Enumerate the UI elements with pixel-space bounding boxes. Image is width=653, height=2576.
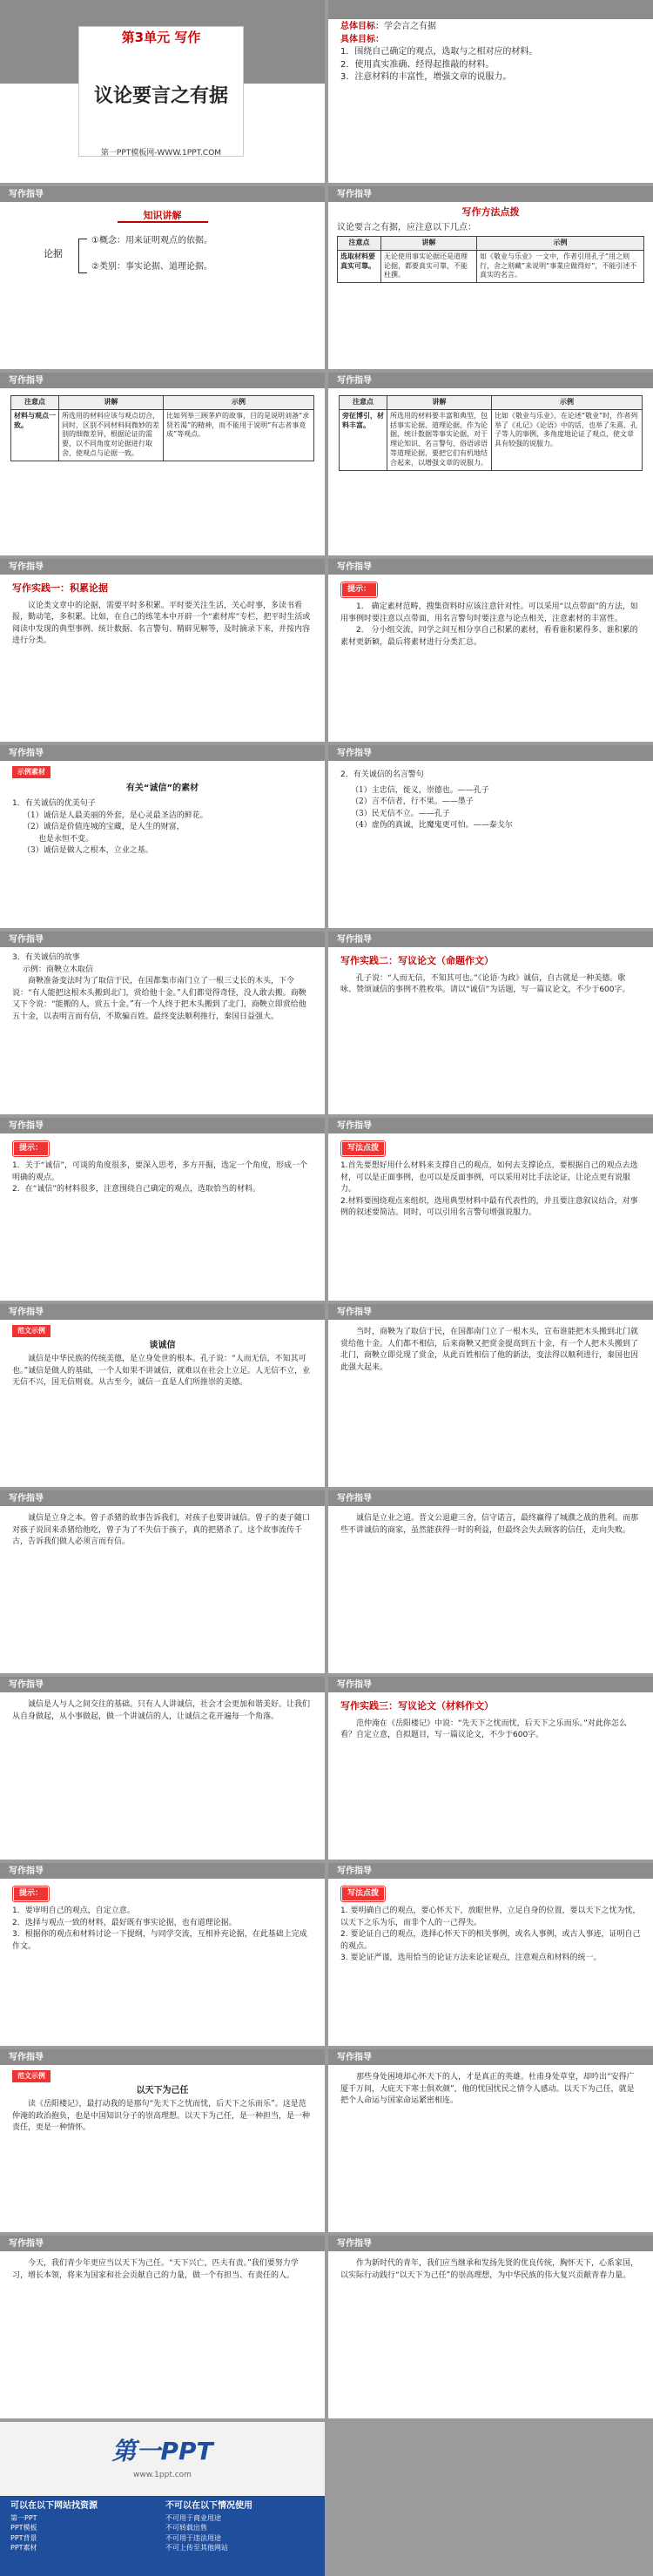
slide-table-2	[0, 373, 325, 555]
material-sub: 2．有关诚信的名言警句	[340, 770, 424, 779]
practice-text: 议论类文章中的论据，需要平时多积累。平时要关注生活，关心时事，多读书看报，勤动笔，多积累。比如，在自己的练笔本中开辟一个“素材库”专栏，把平时生活或阅读中发现的典型事例、统计数据、名言警句、精辟见解等，及时摘录下来，并按内容进行分类。	[12, 601, 311, 646]
slide-header: 写作指导	[0, 745, 325, 761]
ad-right-item: 不可用于商业用途	[165, 2513, 221, 2522]
slide-header: 写作指导	[328, 1490, 653, 1506]
goal-item: 1．围绕自己确定的观点，选取与之相对应的材料。	[340, 47, 538, 57]
essay-text: 诚信是立业之道。晋文公退避三舍，信守诺言，最终赢得了城濮之战的胜利。而那些不讲诚信的商家，虽然能获得一时的利益，但最终会失去顾客的信任，走向失败。	[340, 1514, 639, 1535]
example-tag: 范文示例	[12, 1325, 50, 1337]
table-header: 注意点	[11, 396, 59, 410]
material-item: 也是永恒不变。	[23, 834, 94, 844]
slide-table-3	[328, 373, 653, 555]
slide-header: 写作指导	[0, 932, 325, 947]
section-title: 知识讲解	[118, 210, 208, 223]
slide-hint-1	[328, 559, 653, 742]
ad-left-item[interactable]: PPT素材	[10, 2544, 37, 2552]
ad-left-item[interactable]: PPT背景	[10, 2533, 37, 2542]
ad-left-title: 可以在以下网站找资源	[10, 2501, 98, 2511]
table-header: 讲解	[387, 396, 492, 410]
slide-practice-1	[0, 559, 325, 742]
slide-header: 写作指导	[328, 2049, 653, 2065]
story-sub: 3．有关诚信的故事	[12, 953, 80, 962]
ad-left-item[interactable]: PPT模板	[10, 2524, 37, 2532]
ad-right-title: 不可以在以下情况使用	[165, 2501, 252, 2511]
practice-title: 写作实践二：写议论文（命题作文）	[340, 955, 494, 966]
essay-text: 诚信是中华民族的传统美德，是立身处世的根本。孔子说：“人而无信，不知其可也。”诚信是做人的基础，一个人如果不讲诚信，就难以在社会上立足。人无信不立，业无信不兴，国无信则衰。从古至今，诚信一直是人们所推崇的美德。	[12, 1355, 311, 1387]
slide-practice-2	[328, 932, 653, 1114]
slide-header: 写作指导	[328, 559, 653, 575]
tips-item: 2. 要论证自己的观点，选择心怀天下的相关事例，或名人事例，或古人事迹，证明自己的观点。	[340, 1930, 641, 1951]
method-table	[337, 236, 644, 283]
essay-text: 今天，我们青少年更应当以天下为己任。“天下兴亡，匹夫有责。”我们要努力学习，增长本领，将来为国家和社会贡献自己的力量，做一个有担当、有责任的人。	[12, 2259, 299, 2280]
material-item: （2）诚信是价值连城的宝藏，是人生的财富，	[23, 823, 185, 831]
essay-title: 谈诚信	[149, 1340, 176, 1350]
example-tag: 示例素材	[12, 766, 50, 778]
essay-text: 作为新时代的青年，我们应当继承和发扬先贤的优良传统，胸怀天下，心系家国，以实际行动践行“以天下为己任”的崇高理想，为中华民族的伟大复兴贡献青春力量。	[340, 2259, 639, 2280]
slide-header: 写作指导	[0, 2236, 325, 2251]
table-cell: 材料与观点一致。	[11, 409, 59, 461]
example-tag: 范文示例	[12, 2070, 50, 2082]
table-cell: 如《敬业与乐业》一文中，作者引用孔子“用之则行，舍之则藏”来说明“事業应做得好”，不能引述不真实的名言。	[477, 250, 644, 282]
slide-essay-2	[328, 1304, 653, 1487]
slide-practice-3	[328, 1677, 653, 1860]
table-header: 讲解	[381, 237, 477, 251]
essay-title: 以天下为己任	[136, 2085, 189, 2095]
slide-hint-3	[0, 1863, 325, 2046]
essay-text: 诚信是立身之本。曾子杀猪的故事告诉我们，对孩子也要讲诚信。曾子的妻子随口对孩子说回来杀猪给他吃，曾子为了不失信于孩子，真的把猪杀了。这个故事流传千古，告诉我们做人必须言而有信。	[12, 1514, 311, 1546]
quote-item: （1）主忠信，徙义，崇德也。——孔子	[351, 785, 489, 795]
material-title: 有关“诚信”的素材	[125, 783, 199, 793]
table-cell: 旁征博引，材料丰富。	[340, 409, 387, 470]
unit-label: 第3单元 写作	[121, 30, 201, 45]
ad-right-item: 不可用于违法用途	[165, 2533, 221, 2542]
slide-header: 写作指导	[328, 1677, 653, 1692]
brand-logo: 第一PPT	[111, 2437, 213, 2465]
practice-text: 范仲淹在《岳阳楼记》中说：“先天下之忧而忧，后天下之乐而乐。”对此你怎么看？自定立意，自拟题目，写一篇议论文，不少于600字。	[340, 1718, 627, 1740]
slide-header: 写作指导	[0, 186, 325, 202]
tips-label: 写法点拨	[342, 1887, 384, 1900]
essay-text: 当时，商鞅为了取信于民，在国都南门立了一根木头，宣布谁能把木头搬到北门就赏给他十金。人们都不相信，后来商鞅又把赏金提高到五十金，有一个人把木头搬到了北门，商鞅立即兑现了赏金，从此百姓相信了他的新法，变法得以顺利进行，秦国也因此强大起来。	[340, 1328, 639, 1372]
slide-header: 写作指导	[0, 1863, 325, 1879]
hint-label: 提示：	[342, 583, 376, 596]
goal-title: 具体目标：	[340, 34, 384, 44]
quote-item: （3）民无信不立。——孔子	[351, 809, 450, 818]
slide-material-1	[0, 745, 325, 928]
method-table	[339, 395, 643, 471]
practice-title: 写作实践三：写议论文（材料作文）	[340, 1700, 494, 1712]
slide-header: 写作指导	[328, 932, 653, 947]
essay-text: 读《岳阳楼记》，最打动我的是那句“先天下之忧而忧，后天下之乐而乐”。这是范仲淹的政治抱负，也是中国知识分子的崇高理想。以天下为己任，是一种担当，是一种责任，更是一种情怀。	[12, 2100, 311, 2132]
hint-item: 1．关于“诚信”，可谈的角度很多，要深入思考，多方开掘，选定一个角度，形成一个明确的观点。	[12, 1161, 308, 1182]
table-header: 示例	[477, 237, 644, 251]
slide-hint-2	[0, 1118, 325, 1301]
hint-item: 3．根据你的观点和材料讨论一下提纲，与同学交流，互相补充论据，在此基础上完成作文。	[12, 1930, 307, 1951]
knowledge-item: ②类别：事实论据、道理论据。	[91, 262, 212, 272]
material-item: （1）诚信是人最美丽的外套，是心灵最圣洁的鲜花。	[23, 810, 208, 820]
hint-label: 提示：	[14, 1887, 48, 1900]
goal-text: 学会言之有据	[384, 22, 436, 31]
goal-label: 总体目标：	[340, 22, 384, 31]
ad-right-item: 不可转载出售	[165, 2524, 207, 2532]
material-sub: 1．有关诚信的优美句子	[12, 799, 96, 808]
hint-item: 1．要审明自己的观点，自定立意。	[12, 1907, 135, 1916]
slide-header: 写作指导	[328, 373, 653, 388]
material-item: （3）诚信是做人之根本，立业之基。	[23, 846, 153, 855]
goal-item: 3．注意材料的丰富性，增强文章的说服力。	[340, 72, 512, 82]
tips-item: 1.首先要想好用什么材料来支撑自己的观点，如何去支撑论点，要根据自己的观点去选材，可以是正面事例，也可以是反面事例，可以采用对比手法论证，让论点更有说服力。	[340, 1161, 638, 1194]
slide-title	[0, 0, 325, 183]
slide-material-2	[328, 745, 653, 928]
site-label: 第一PPT模板网-WWW.1PPT.COM	[100, 149, 222, 158]
table-cell: 选取材料要真实可靠。	[338, 250, 381, 282]
slide-essay-8	[0, 2236, 325, 2418]
section-title: 写作方法点拨	[461, 206, 520, 218]
table-header: 注意点	[338, 237, 381, 251]
table-cell: 所选用的材料应该与观点切合，同时，区别不同材料间微妙的差别的细微差异，根据论证的需要，以不同角度对论据进行取舍，使观点与论据一致。	[59, 409, 164, 461]
term-label: 论据	[44, 248, 63, 259]
method-intro: 议论要言之有据，应注意以下几点：	[337, 222, 476, 232]
tips-item: 1. 要明确自己的观点，要心怀天下，放眼世界，立足自身的位置，要以天下之忧为忧，以天下之乐为乐，而非个人的一己得失。	[340, 1907, 641, 1927]
page-title: 议论要言之有据	[93, 84, 228, 107]
slide-header: 写作指导	[328, 1863, 653, 1879]
table-header: 示例	[164, 396, 314, 410]
goal-item: 2．使用真实准确、经得起推敲的材料。	[340, 59, 495, 70]
table-cell: 比如列举三顾茅庐的故事，目的是说明刘备“求贤若渴”的精神，而不能用于说明“有志者事竟成”等观点。	[164, 409, 314, 461]
slide-header: 写作指导	[0, 1677, 325, 1692]
hint-item: 1． 确定素材范畴，搜集资料时应该注意针对性。可以采用“以点带面”的方法，如用事例时要注意以点带面，用名言警句时要注意与论点相关，注意素材的丰富性。	[340, 602, 638, 623]
ad-right-item: 不可上传至其他网站	[165, 2544, 228, 2552]
slide-header: 写作指导	[328, 745, 653, 761]
story-example: 示例：商鞅立木取信	[23, 965, 94, 974]
table-header: 讲解	[59, 396, 164, 410]
slide-essay-7	[328, 2049, 653, 2232]
slide-essay-1	[0, 1304, 325, 1487]
slide-header: 写作指导	[328, 1304, 653, 1320]
slide-tips-1	[328, 1118, 653, 1301]
hint-item: 2．选择与观点一致的材料，最好既有事实论据，也有道理论据。	[12, 1918, 237, 1927]
tips-label: 写法点拨	[342, 1142, 384, 1155]
slide-header: 写作指导	[328, 186, 653, 202]
essay-text: 那些身处困境却心怀天下的人，才是真正的英雄。杜甫身处草堂，却吟出“安得广厦千万间，大庇天下寒士俱欢颜”，他的忧国忧民之情令人感动。以天下为己任，就是把个人命运与国家命运紧密相连。	[340, 2073, 635, 2105]
table-cell: 比如《敬业与乐业》，在论述“敬业”时，作者列举了《礼记》《论语》中的话，也举了朱熹、孔子等人的事例，多角度地论证了观点，使文章具有较强的说服力。	[492, 409, 643, 470]
slide-header: 写作指导	[0, 373, 325, 388]
quote-item: （2）言不信者，行不果。——墨子	[351, 797, 474, 806]
slide-tips-2	[328, 1863, 653, 2046]
slide-method	[328, 186, 653, 369]
slide-header: 写作指导	[0, 559, 325, 575]
quote-item: （4）虚伪的真诚，比魔鬼更可怕。——泰戈尔	[351, 821, 513, 830]
hint-item: 2． 分小组交流，同学之间互相分享自己积累的素材，看看谁积累得多、谁积累的素材更新颖，最后将素材进行分类汇总。	[340, 626, 638, 647]
knowledge-item: ①概念：用来证明观点的依据。	[91, 236, 212, 245]
slide-header: 写作指导	[328, 2236, 653, 2251]
essay-text: 诚信是人与人之间交往的基础。只有人人讲诚信，社会才会更加和谐美好。让我们从自身做起，从小事做起，做一个讲诚信的人，让诚信之花开遍每一个角落。	[12, 1700, 311, 1721]
slide-knowledge	[0, 186, 325, 369]
brand-url: www.1ppt.com	[133, 2470, 192, 2479]
slide-goals	[328, 0, 653, 183]
hint-item: 2．在“诚信”的材料很多，注意围绕自己确定的观点，选取恰当的材料。	[12, 1185, 261, 1194]
table-header: 示例	[492, 396, 643, 410]
tips-item: 2.材料要围绕观点来组织，选用典型材料中最有代表性的，并且要注意叙议结合，对事例的叙述要简洁。同时，可以引用名言警句增强说服力。	[340, 1196, 638, 1218]
story-text: 商鞅准备变法时为了取信于民，在国都集市南门立了一根三丈长的木头，下令说：“有人能把这根木头搬到北门，赏给他十金。”人们都觉得奇怪，没人敢去搬。商鞅又下令说：“能搬的人，赏五十金。”有一个人终于把木头搬到了北门，商鞅立即赏给他五十金，以表明言而有信，不欺骗百姓。最终变法顺利推行，秦国日益强大。	[12, 977, 306, 1021]
practice-title: 写作实践一：积累论据	[12, 582, 108, 594]
slide-header: 写作指导	[0, 1118, 325, 1133]
practice-text: 孔子说：“人而无信，不知其可也。”《论语·为政》诚信，自古就是一种美德。歌咏、赞颂诚信的事例不胜枚举。请以“诚信”为话题，写一篇议论文，不少于600字。	[340, 973, 630, 995]
slide-header: 写作指导	[0, 1490, 325, 1506]
slide-essay-9	[328, 2236, 653, 2418]
hint-label: 提示：	[14, 1142, 48, 1155]
table-header: 注意点	[340, 396, 387, 410]
ad-left-item[interactable]: 第一PPT	[10, 2513, 37, 2522]
table-cell: 所选用的材料要丰富和典型，包括事实论据、道理论据，作为论据，统计数据等事实论据，对于理论知识、名言警句、俗语谚语等道理论据，要把它们有机地结合起来，以增强文章的说服力。	[387, 409, 492, 470]
method-table	[10, 395, 314, 461]
slide-header: 写作指导	[328, 1118, 653, 1133]
slide-ad	[0, 2422, 325, 2576]
table-cell: 无论使用事实论据还是道理论据，都要真实可靠，不能杜撰。	[381, 250, 477, 282]
tips-item: 3. 要论证严谨，选用恰当的论证方法来论证观点，注意观点和材料的统一。	[340, 1954, 602, 1963]
slide-story	[0, 932, 325, 1114]
slide-header: 写作指导	[0, 1304, 325, 1320]
slide-essay-4	[328, 1490, 653, 1673]
slide-essay-5	[0, 1677, 325, 1860]
slide-header: 写作指导	[0, 2049, 325, 2065]
slide-essay-3	[0, 1490, 325, 1673]
slide-essay-6	[0, 2049, 325, 2232]
